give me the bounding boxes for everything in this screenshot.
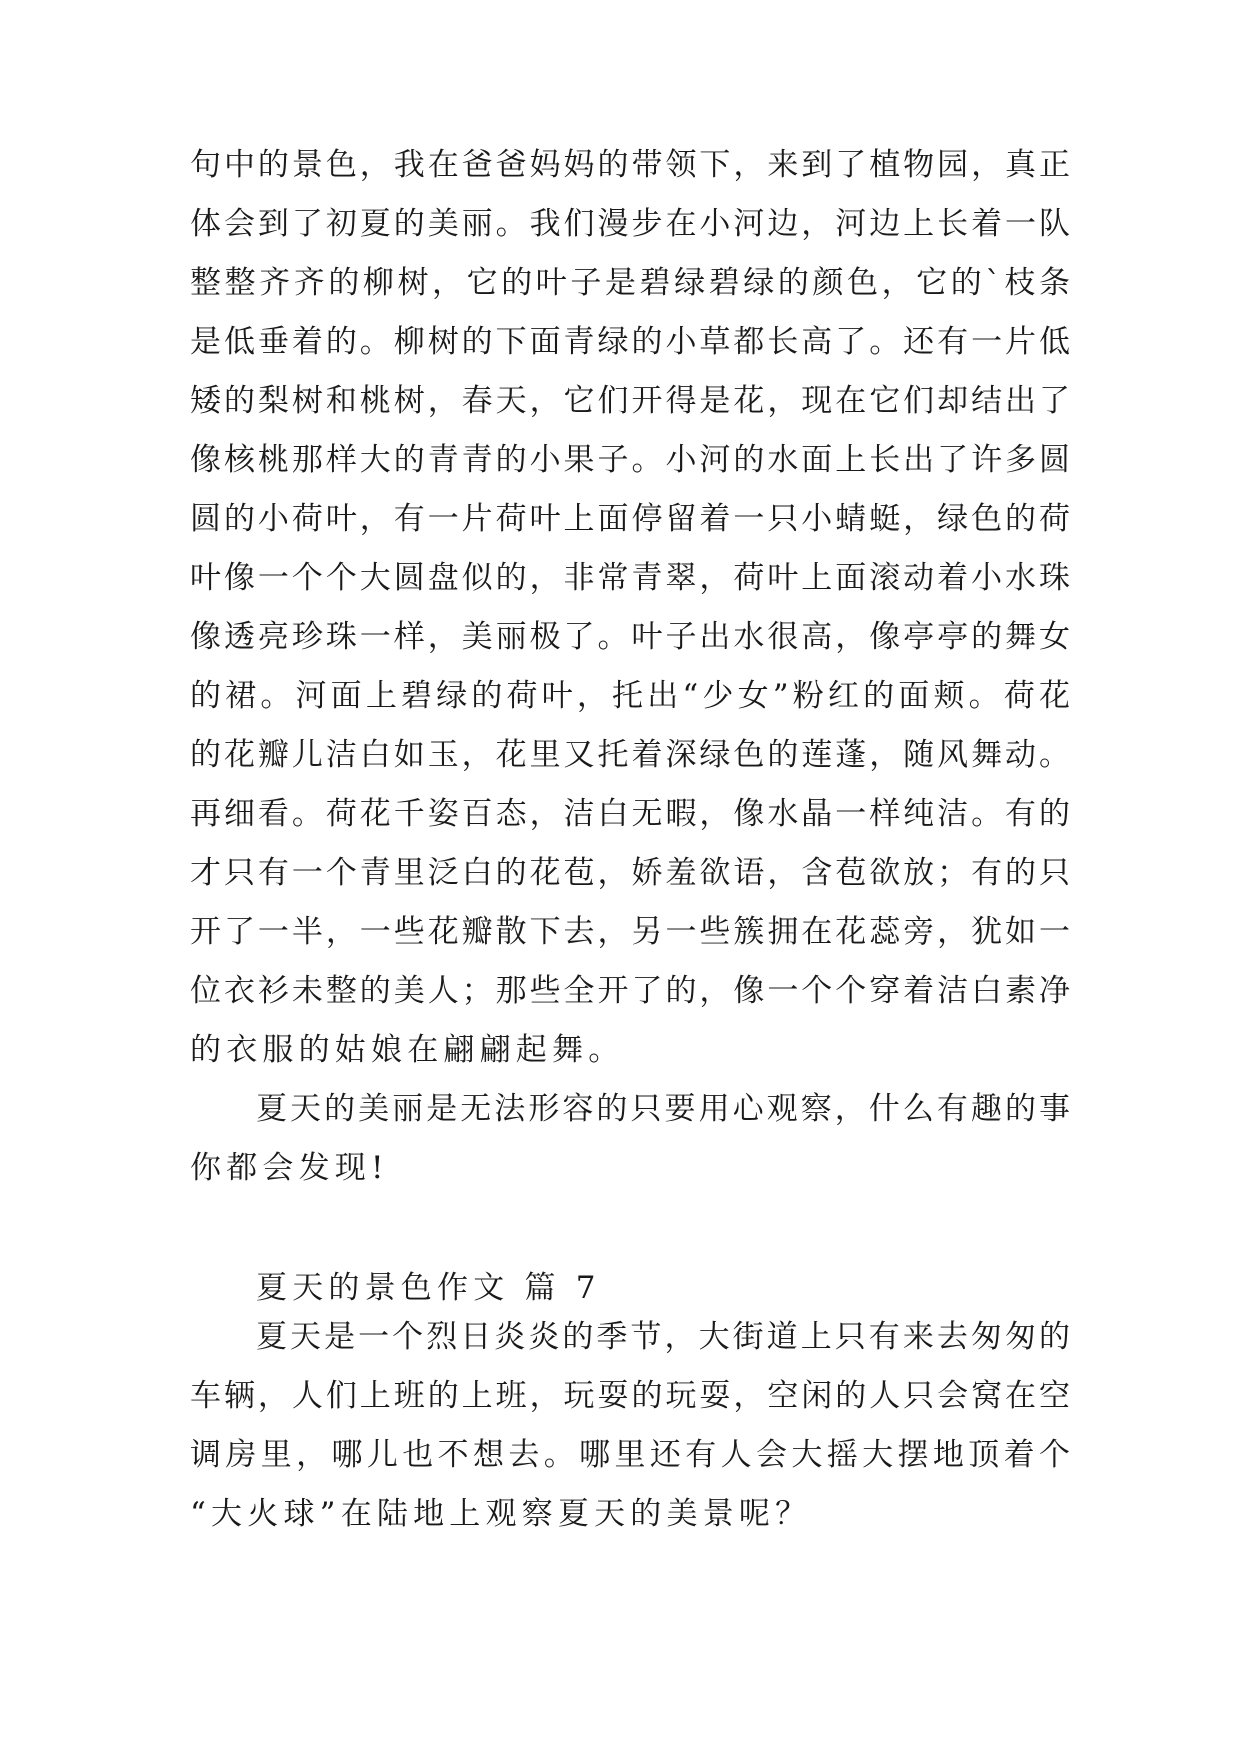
- text-line: 的衣服的姑娘在翩翩起舞。: [190, 1032, 625, 1068]
- text-line: 开了一半，一些花瓣散下去，另一些簇拥在花蕊旁，犹如一: [190, 914, 1070, 950]
- text-line: 是低垂着的。柳树的下面青绿的小草都长高了。还有一片低: [190, 324, 1070, 360]
- text-line: 整整齐齐的柳树，它的叶子是碧绿碧绿的颜色，它的`枝条: [190, 265, 1070, 301]
- text-line: 位衣衫未整的美人；那些全开了的，像一个个穿着洁白素净: [190, 973, 1070, 1009]
- text-line: 车辆，人们上班的上班，玩耍的玩耍，空闲的人只会窝在空: [190, 1378, 1070, 1414]
- text-line: 体会到了初夏的美丽。我们漫步在小河边，河边上长着一队: [190, 206, 1070, 242]
- text-line: 调房里，哪儿也不想去。哪里还有人会大摇大摆地顶着个: [190, 1437, 1070, 1473]
- text-line: 圆的小荷叶，有一片荷叶上面停留着一只小蜻蜓，绿色的荷: [190, 501, 1070, 537]
- text-line: 你都会发现!: [190, 1150, 389, 1186]
- text-line: 的花瓣儿洁白如玉，花里又托着深绿色的莲蓬，随风舞动。: [190, 737, 1070, 773]
- paragraph-conclusion: [190, 1080, 1070, 1198]
- text-line: 句中的景色，我在爸爸妈妈的带领下，来到了植物园，真正: [190, 147, 1070, 183]
- text-line: 再细看。荷花千姿百态，洁白无暇，像水晶一样纯洁。有的: [190, 796, 1070, 832]
- text-line: 像透亮珍珠一样，美丽极了。叶子出水很高，像亭亭的舞女: [190, 619, 1070, 655]
- section-heading: 夏天的景色作文 篇 7: [256, 1270, 601, 1306]
- paragraph-continuation: [190, 136, 1070, 1080]
- text-line: “大火球”在陆地上观察夏天的美景呢？: [190, 1496, 812, 1532]
- text-line: 夏天的美丽是无法形容的只要用心观察，什么有趣的事: [256, 1091, 1070, 1127]
- text-line: 矮的梨树和桃树，春天，它们开得是花，现在它们却结出了: [190, 383, 1070, 419]
- paragraph-intro: [190, 1308, 1070, 1544]
- text-line: 叶像一个个大圆盘似的，非常青翠，荷叶上面滚动着小水珠: [190, 560, 1070, 596]
- text-line: 的裙。河面上碧绿的荷叶，托出“少女”粉红的面颊。荷花: [190, 678, 1070, 714]
- text-line: 像核桃那样大的青青的小果子。小河的水面上长出了许多圆: [190, 442, 1070, 478]
- text-line: 夏天是一个烈日炎炎的季节，大街道上只有来去匆匆的: [256, 1319, 1070, 1355]
- text-line: 才只有一个青里泛白的花苞，娇羞欲语，含苞欲放；有的只: [190, 855, 1070, 891]
